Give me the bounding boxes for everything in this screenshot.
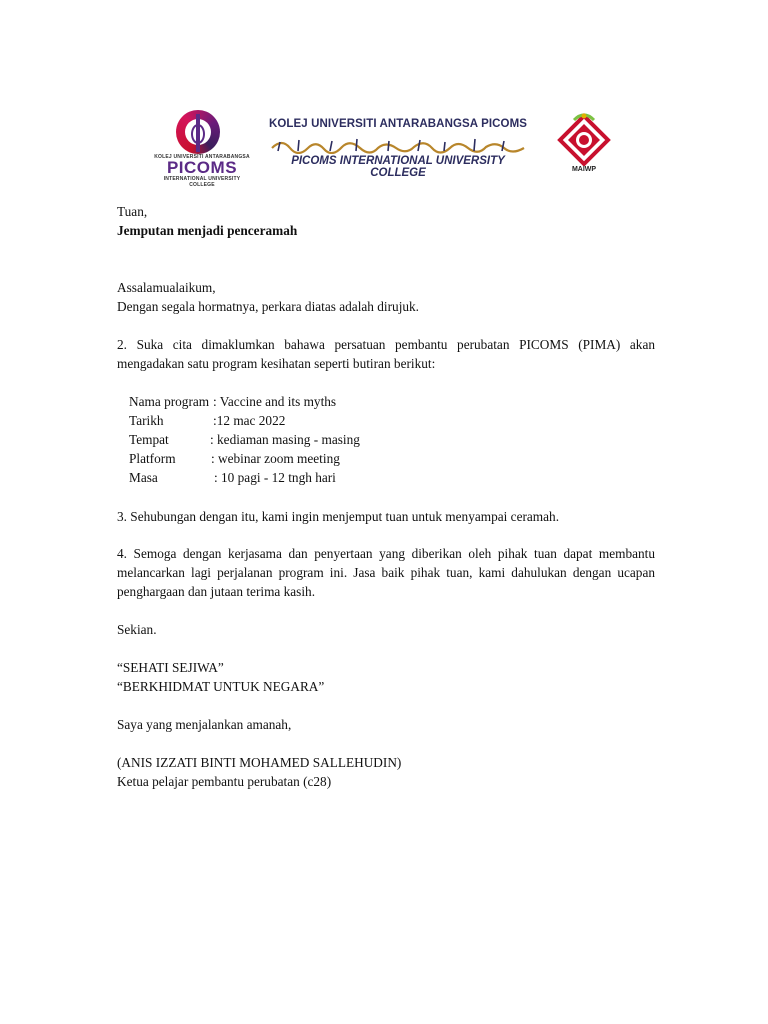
salutation: Tuan, — [117, 204, 148, 219]
opening-line: Dengan segala hormatnya, perkara diatas adalah dirujuk. — [117, 299, 420, 314]
detail-label: Masa — [129, 470, 158, 485]
picoms-logo-small-top: KOLEJ UNIVERSITI ANTARABANGSA — [154, 154, 250, 160]
motto-1: “SEHATI SEJIWA” — [117, 660, 224, 675]
maiwp-emblem-icon — [556, 110, 612, 166]
paragraph-4: 4. Semoga dengan kerjasama dan penyertaan yang diberikan oleh pihak tuan dapat membantu melancarkan lagi perjalanan program ini. Jasa baik pihak tuan, kami dahulukan dengan ucapan penghargaan dan jutaan terima kasih. — [117, 546, 655, 599]
paragraph-3: 3. Sehubungan dengan itu, kami ingin menjemput tuan untuk menyampai ceramah. — [117, 509, 560, 524]
closing: Sekian. — [117, 622, 157, 637]
picoms-logo — [148, 108, 254, 188]
maiwp-label: MAIWP — [571, 166, 597, 173]
detail-label: Tempat — [129, 432, 169, 447]
detail-label: Tarikh — [129, 413, 164, 428]
signatory-name: (ANIS IZZATI BINTI MOHAMED SALLEHUDIN) — [117, 755, 402, 770]
sign-intro: Saya yang menjalankan amanah, — [117, 717, 292, 732]
detail-value: : webinar zoom meeting — [211, 451, 340, 466]
detail-platform — [129, 449, 489, 468]
maiwp-logo — [556, 110, 612, 178]
detail-value: : Vaccine and its myths — [213, 394, 337, 409]
banner-title-english: PICOMS INTERNATIONAL UNIVERSITY COLLEGE — [291, 155, 505, 179]
detail-location — [129, 430, 489, 449]
banner-title-malay: KOLEJ UNIVERSITI ANTARABANGSA PICOMS — [268, 118, 528, 130]
university-banner — [262, 118, 534, 179]
greeting: Assalamualaikum, — [117, 280, 216, 295]
detail-date — [129, 411, 489, 430]
detail-program-name — [129, 392, 489, 411]
detail-value: : kediaman masing - masing — [210, 432, 360, 447]
paragraph-2: 2. Suka cita dimaklumkan bahawa persatuan pembantu perubatan PICOMS (PIMA) akan mengadakan satu program kesihatan seperti butiran berikut: — [117, 337, 655, 371]
detail-value: :12 mac 2022 — [213, 413, 286, 428]
detail-value: : 10 pagi - 12 tngh hari — [214, 470, 336, 485]
picoms-logo-small-bottom: INTERNATIONAL UNIVERSITY COLLEGE — [163, 176, 241, 188]
detail-label: Platform — [129, 451, 176, 466]
arabic-calligraphy-icon — [268, 136, 528, 154]
picoms-logo-brand: PICOMS — [166, 158, 238, 177]
letter-subject: Jemputan menjadi penceramah — [117, 223, 298, 238]
detail-label: Nama program — [129, 394, 210, 409]
detail-time — [129, 468, 489, 487]
signatory-title: Ketua pelajar pembantu perubatan (c28) — [117, 774, 332, 789]
motto-2: “BERKHIDMAT UNTUK NEGARA” — [117, 679, 325, 694]
